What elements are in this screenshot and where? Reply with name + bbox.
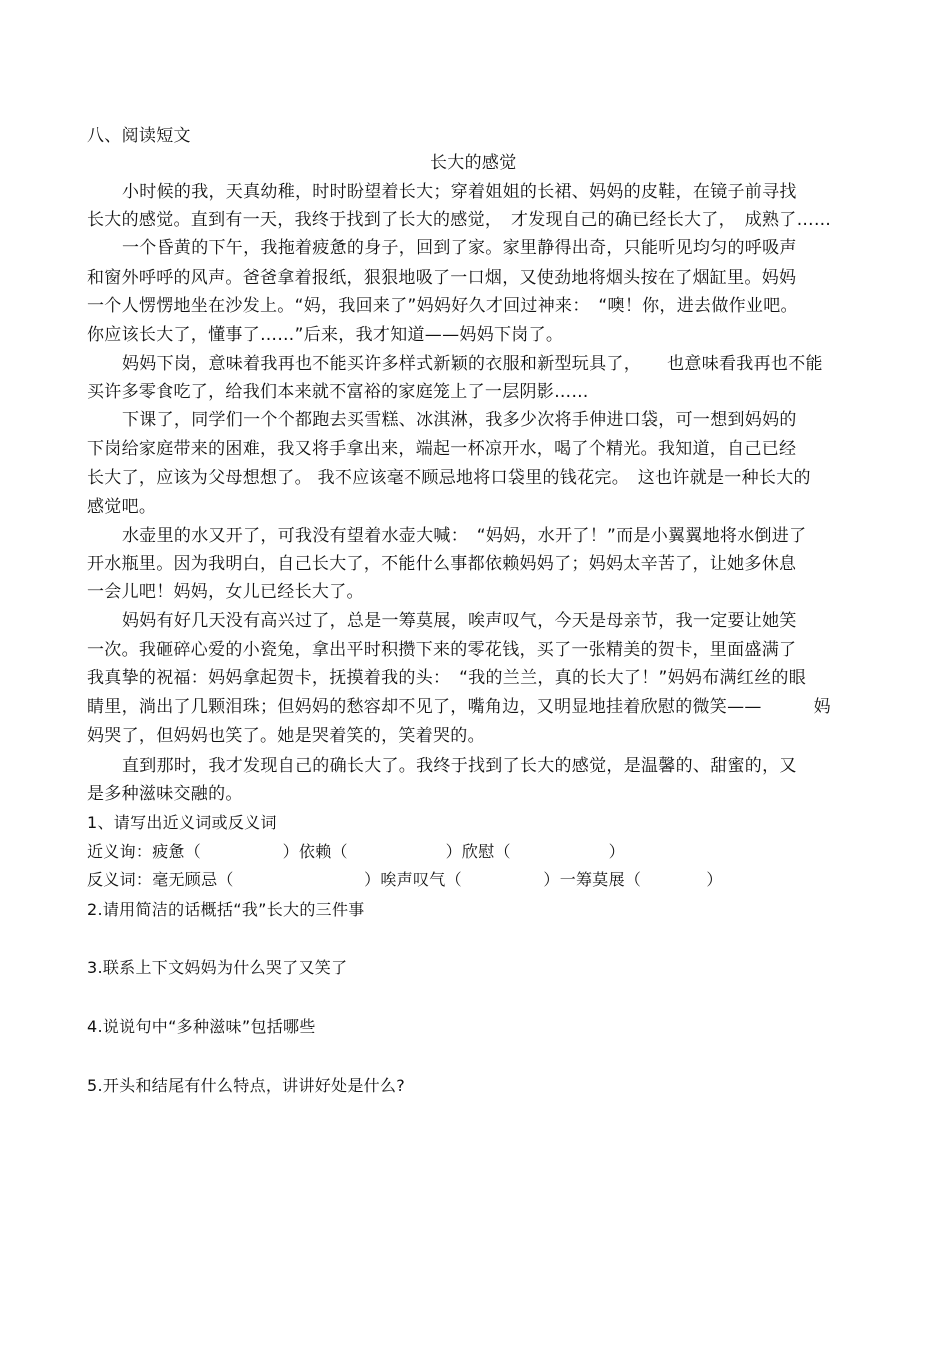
article-line: 感觉吧。: [87, 497, 157, 517]
article-title: 长大的感觉: [430, 153, 517, 173]
article-line: 下岗给家庭带来的困难，我又将手拿出来，端起一杯凉开水，喝了个精光。我知道，自己已经: [87, 439, 797, 459]
article-line: 一次。我砸碎心爱的小瓷兔，拿出平时积攒下来的零花钱，买了一张精美的贺卡，里面盛满了: [87, 640, 797, 660]
article-line: 妈哭了，但妈妈也笑了。她是哭着笑的，笑着哭的。: [87, 726, 485, 746]
question-3: 3.联系上下文妈妈为什么哭了又笑了: [87, 958, 348, 977]
question-2: 2.请用简洁的话概括“我”长大的三件事: [87, 900, 365, 919]
article-line: 一个昏黄的下午，我拖着疲惫的身子，回到了家。家里静得出奇，只能听见均匀的呼吸声: [122, 238, 797, 258]
article-line: 一个人愣愣地坐在沙发上。“妈，我回来了”妈妈好久才回过神来： “噢！你，进去做作业吧。: [87, 296, 798, 316]
article-line: 和窗外呼呼的风声。爸爸拿着报纸，狠狠地吸了一口烟，又使劲地将烟头按在了烟缸里。妈妈: [87, 268, 797, 288]
article-line: 你应该长大了，懂事了……”后来，我才知道——妈妈下岗了。: [87, 325, 564, 345]
article-line: 买许多零食吃了，给我们本来就不富裕的家庭笼上了一层阴影……: [87, 382, 589, 402]
article-line: 下课了，同学们一个个都跑去买雪糕、冰淇淋，我多少次将手伸进口袋，可一想到妈妈的: [122, 410, 797, 430]
article-line: 长大的感觉。直到有一天，我终于找到了长大的感觉， 才发现自己的确已经长大了， 成熟了……: [87, 210, 832, 230]
article-line: 开水瓶里。因为我明白，自己长大了，不能什么事都依赖妈妈了；妈妈太辛苦了，让她多休息: [87, 554, 797, 574]
question-5: 5.开头和结尾有什么特点，讲讲好处是什么?: [87, 1076, 406, 1095]
article-line: 妈妈下岗，意味着我再也不能买许多样式新颖的衣服和新型玩具了， 也意味看我再也不能: [122, 354, 823, 374]
article-line: 是多种滋味交融的。: [87, 784, 243, 804]
question-1-synonyms: 近义询：疲惫（ ）依赖（ ）欣慰（ ）: [87, 842, 625, 861]
article-line: 水壶里的水又开了，可我没有望着水壶大喊： “妈妈，水开了！”而是小翼翼地将水倒进了: [122, 526, 807, 546]
article-line: 小时候的我，天真幼稚，时时盼望着长大；穿着姐姐的长裙、妈妈的皮鞋，在镜子前寻找: [122, 182, 797, 202]
section-heading: 八、阅读短文: [87, 126, 191, 146]
article-line: 一会儿吧！妈妈，女儿已经长大了。: [87, 582, 364, 602]
article-line: 我真挚的祝福：妈妈拿起贺卡，抚摸着我的头： “我的兰兰，真的长大了！”妈妈布满红丝的眼: [87, 668, 807, 688]
article-line: 直到那时，我才发现自己的确长大了。我终于找到了长大的感觉，是温馨的、甜蜜的，又: [122, 756, 797, 776]
question-1-title: 1、请写出近义词或反义词: [87, 813, 277, 832]
question-4: 4.说说句中“多种滋味”包括哪些: [87, 1017, 316, 1036]
question-1-antonyms: 反义词：毫无顾忌（ ）唉声叹气（ ）一筹莫展（ ）: [87, 870, 723, 889]
article-line: 长大了，应该为父母想想了。 我不应该毫不顾忌地将口袋里的钱花完。 这也许就是一种长大的: [87, 468, 811, 488]
article-line: 睛里，淌出了几颗泪珠；但妈妈的愁容却不见了，嘴角边，又明显地挂着欣慰的微笑—— 妈: [87, 697, 831, 717]
article-line: 妈妈有好几天没有高兴过了，总是一筹莫展，唉声叹气，今天是母亲节，我一定要让她笑: [122, 611, 797, 631]
